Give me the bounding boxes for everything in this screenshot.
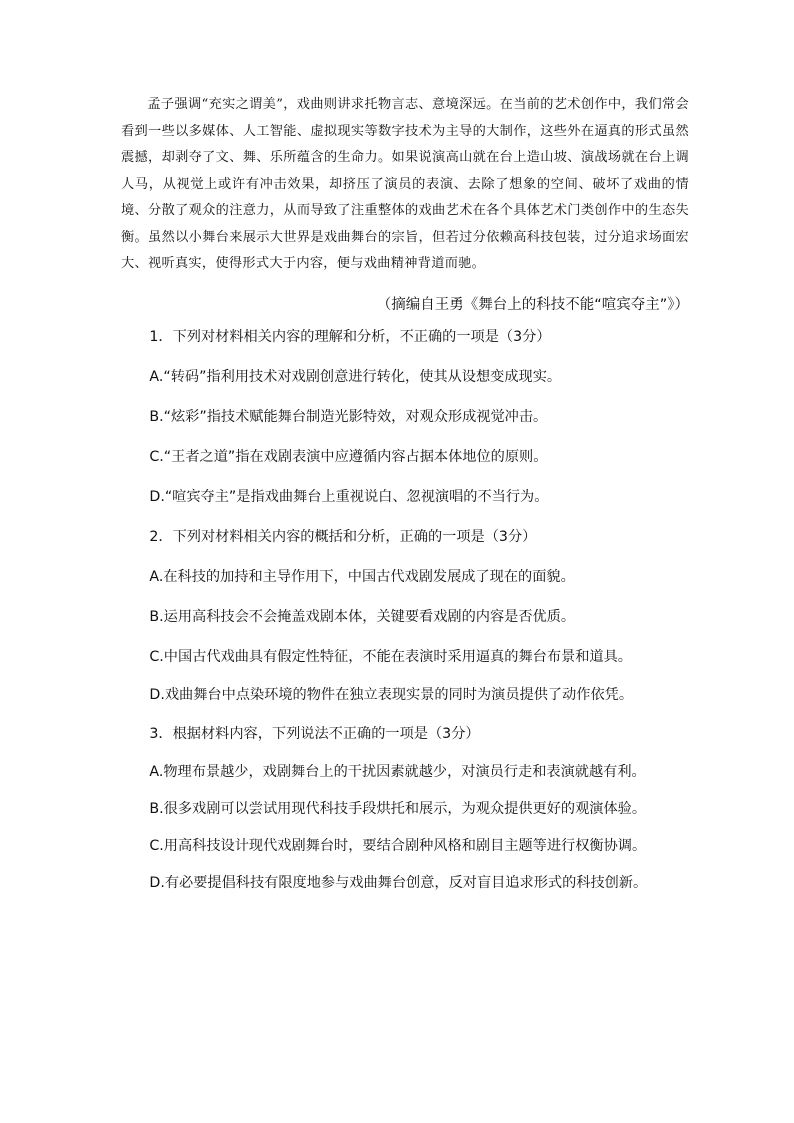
option-a: A.在科技的加持和主导作用下，中国古代戏剧发展成了现在的面貌。 (149, 568, 575, 585)
question-stem: 3．根据材料内容，下列说法不正确的一项是（3分） (149, 725, 480, 742)
question-3 (121, 721, 689, 895)
option-a: A.物理布景越少，戏剧舞台上的干扰因素就越少，对演员行走和表演就越有利。 (149, 763, 646, 780)
question-2 (121, 524, 689, 707)
option-d: D.戏曲舞台中点染环境的物件在独立表现实景的同时为演员提供了动作依凭。 (149, 686, 634, 703)
option-b: B.运用高科技会不会掩盖戏剧本体，关键要看戏剧的内容是否优质。 (149, 608, 576, 625)
source-citation: （摘编自王勇《舞台上的科技不能“喧宾夺主”》） (376, 296, 689, 313)
question-stem: 2．下列对材料相关内容的概括和分析，正确的一项是（3分） (149, 528, 537, 545)
passage-text: 孟子强调“充实之谓美”，戏曲则讲求托物言志、意境深远。在当前的艺术创作中，我们常会看到一些以多媒体、人工智能、虚拟现实等数字技术为主导的大制作，这些外在逼真的形式虽然震撼，却剥夺了文、舞、乐所蕴含的生命力。如果说演高山就在台上造山坡、演战场就在台上调人马，从视觉上或许有冲击效果，却挤压了演员的表演、去除了想象的空间、破坏了戏曲的情境、分散了观众的注意力，从而导致了注重整体的戏曲艺术在各个具体艺术门类创作中的生态失衡。虽然以小舞台来展示大世界是戏曲舞台的宗旨，但若过分依赖高科技包装，过分追求场面宏大、视听真实，使得形式大于内容，便与戏曲精神背道而驰。 (121, 97, 689, 271)
option-d: D.有必要提倡科技有限度地参与戏曲舞台创意，反对盲目追求形式的科技创新。 (149, 874, 648, 891)
option-c: C.用高科技设计现代戏剧舞台时，要结合剧种风格和剧目主题等进行权衡协调。 (149, 837, 647, 854)
option-d: D.“喧宾夺主”是指戏曲舞台上重视说白、忽视演唱的不当行为。 (149, 488, 549, 505)
option-b: B.很多戏剧可以尝试用现代科技手段烘托和展示，为观众提供更好的观演体验。 (149, 800, 647, 817)
question-1 (121, 324, 689, 510)
question-stem: 1．下列对材料相关内容的理解和分析，不正确的一项是（3分） (149, 328, 551, 345)
document-page (121, 92, 689, 895)
option-c: C.“王者之道”指在戏剧表演中应遵循内容占据本体地位的原则。 (149, 448, 548, 465)
option-b: B.“炫彩”指技术赋能舞台制造光影特效，对观众形成视觉冲击。 (149, 408, 548, 425)
option-c: C.中国古代戏曲具有假定性特征，不能在表演时采用逼真的舞台布景和道具。 (149, 648, 632, 665)
option-a: A.“转码”指利用技术对戏剧创意进行转化，使其从设想变成现实。 (149, 368, 562, 385)
